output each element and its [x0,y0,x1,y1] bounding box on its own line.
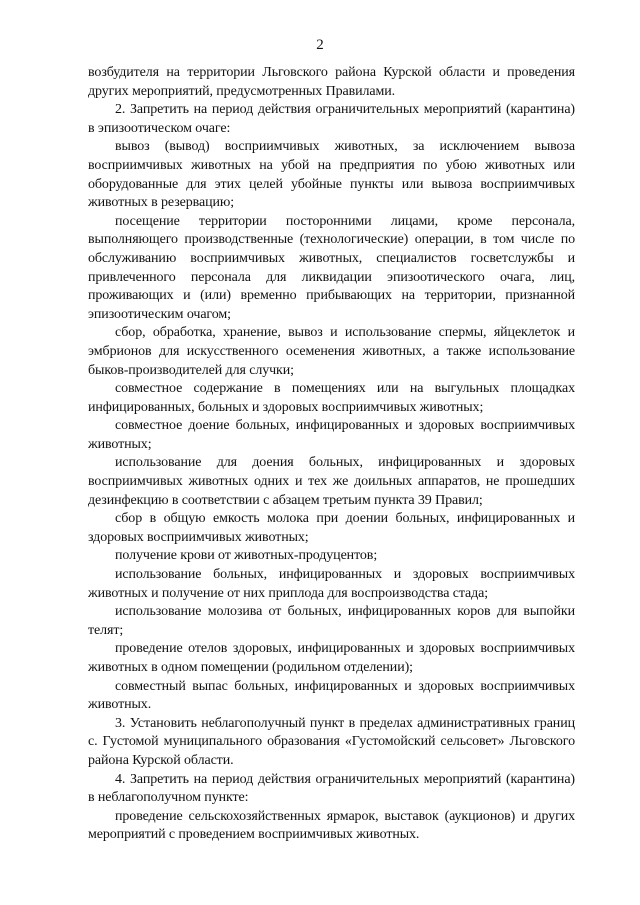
paragraph-prohibition-visits: посещение территории посторонними лицами, кроме персонала, выполняющего производственные (технологические) операции, в том числе по обслуживанию восприимчивых животных, специалистов госветслужбы и привлеченного персонала для ликвидации эпизоотического очага, лиц, проживающих и (или) временно прибывающих на территории, признанной эпизоотическим очагом; [88,213,575,322]
paragraph-prohibition-calving: проведение отелов здоровых, инфицированных и здоровых восприимчивых животных в одном помещении (родильном отделении); [88,641,575,675]
paragraph-prohibition-blood: получение крови от животных-продуцентов; [115,548,378,564]
document-body [88,64,575,845]
paragraph-prohibition-sperm: сбор, обработка, хранение, вывоз и использование спермы, яйцеклеток и эмбрионов для искусственного осеменения животных, а также использование быков-производителей для случки; [88,325,575,378]
paragraph-prohibition-milk-collection: сбор в общую емкость молока при доении больных, инфицированных и здоровых восприимчивых животных; [88,511,575,545]
paragraph-prohibition-joint-keeping: совместное содержание в помещениях или на выгульных площадках инфицированных, больных и здоровых восприимчивых животных; [88,381,575,415]
paragraph-prohibition-colostrum: использование молозива от больных, инфицированных коров для выпойки телят; [88,604,575,638]
page-number: 2 [316,37,324,53]
paragraph-item-4: 4. Запретить на период действия ограничительных мероприятий (карантина) в неблагополучном пункте: [88,771,575,806]
paragraph-prohibition-fairs: проведение сельскохозяйственных ярмарок, выставок (аукционов) и других мероприятий с проведением восприимчивых животных. [88,808,575,843]
paragraph-prohibition-grazing: совместный выпас больных, инфицированных и здоровых восприимчивых животных. [88,678,575,713]
paragraph-item-2: 2. Запретить на период действия ограничительных мероприятий (карантина) в эпизоотическом очаге: [88,102,575,136]
paragraph-prohibition-removal: вывоз (вывод) восприимчивых животных, за исключением вывоза восприимчивых животных на убой на предприятия по убою животных или оборудованные для этих целей убойные пункты или вывоза восприимчивых животных в резервацию; [88,139,575,211]
paragraph-continuation: возбудителя на территории Льговского района Курской области и проведения других мероприятий, предусмотренных Правилами. [88,65,575,99]
paragraph-prohibition-milking-machines: использование для доения больных, инфицированных и здоровых восприимчивых животных одних и тех же доильных аппаратов, не прошедших дезинфекцию в соответствии с абзацем третьим пункта 39 Правил; [88,455,575,508]
paragraph-prohibition-breeding: использование больных, инфицированных и здоровых восприимчивых животных и получение от них приплода для воспроизводства стада; [88,567,575,601]
paragraph-prohibition-joint-milking: совместное доение больных, инфицированных и здоровых восприимчивых животных; [88,418,575,452]
paragraph-item-3: 3. Установить неблагополучный пункт в пределах административных границ с. Густомой муниципального образования «Густомойский сельсовет» Льговского района Курской области. [88,715,575,768]
